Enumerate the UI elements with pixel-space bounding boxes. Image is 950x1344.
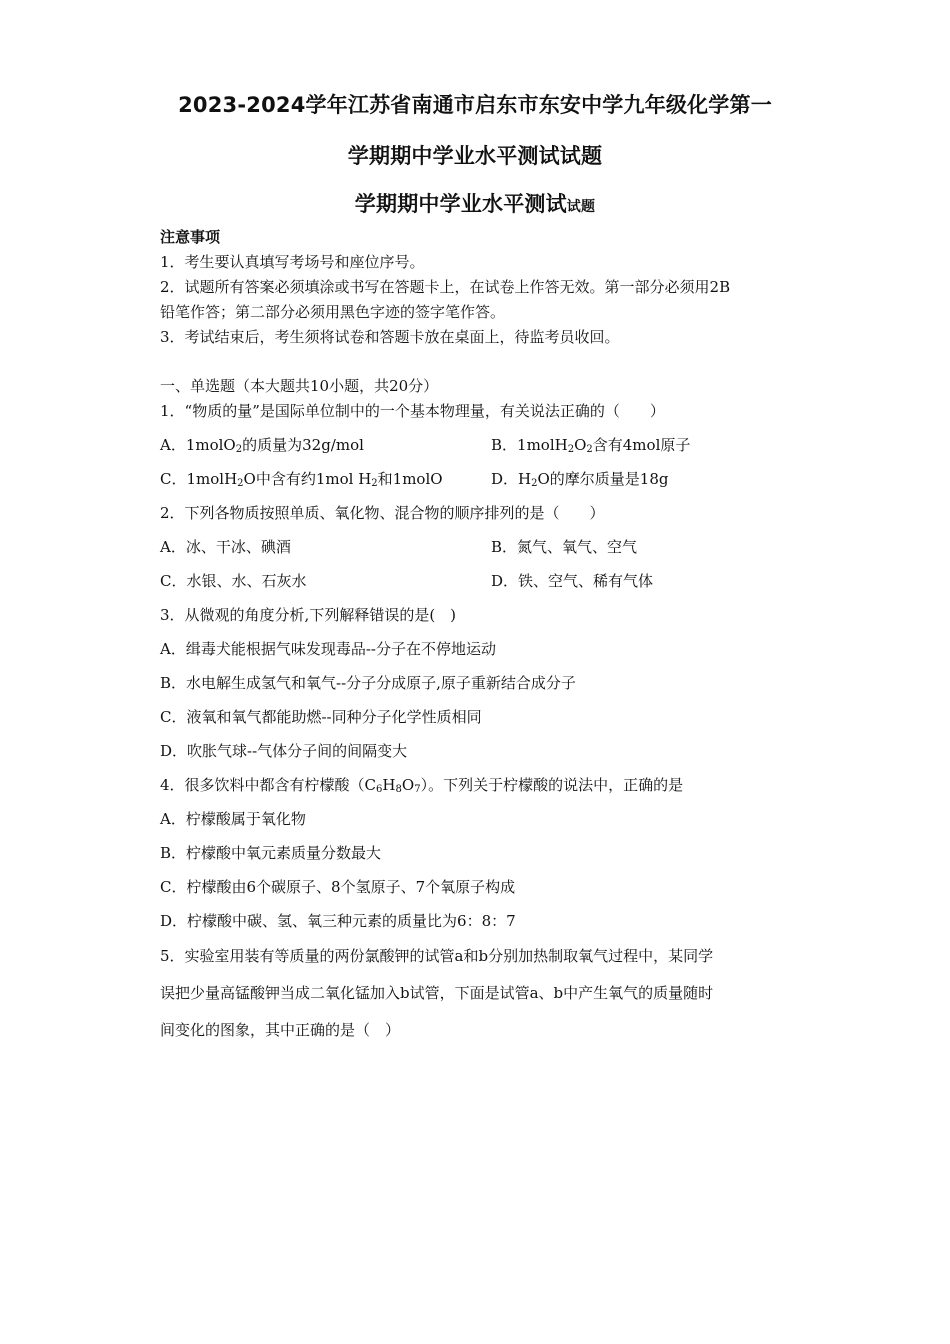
q1-option-d: D．$H_2O$的摩尔质量是18g — [491, 470, 669, 489]
q3-option-c: C．液氧和氧气都能助燃--同种分子化学性质相同 — [160, 708, 482, 726]
q3-stem: 3．从微观的角度分析,下列解释错误的是( ) — [160, 606, 457, 624]
title-line-3 — [0, 188, 950, 218]
q3-option-d: D．吹胀气球--气体分子间的间隔变大 — [160, 742, 408, 760]
title-line-1: 2023-2024学年江苏省南通市启东市东安中学九年级化学第一 — [178, 93, 772, 117]
q5-stem-line-1: 5．实验室用装有等质量的两份氯酸钾的试管a和b分别加热制取氧气过程中，某同学 — [160, 947, 714, 965]
q2-option-a: A．冰、干冰、碘酒 — [160, 538, 291, 556]
q2-option-c: C．水银、水、石灰水 — [160, 572, 307, 590]
q4-option-d: D．柠檬酸中碳、氢、氧三种元素的质量比为6：8：7 — [160, 912, 516, 930]
notice-item-1: 1．考生要认真填写考场号和座位序号。 — [160, 253, 425, 271]
q1-option-b: B．$1molH_2O_2$含有4mol原子 — [491, 436, 691, 455]
q3-option-a: A．缉毒犬能根据气味发现毒品--分子在不停地运动 — [160, 640, 496, 658]
q4-option-c: C．柠檬酸由6个碳原子、8个氢原子、7个氧原子构成 — [160, 878, 516, 896]
q1-stem: 1．“物质的量”是国际单位制中的一个基本物理量，有关说法正确的（ ） — [160, 402, 665, 420]
q5-stem-line-2: 误把少量高锰酸钾当成二氧化锰加入b试管，下面是试管a、b中产生氧气的质量随时 — [160, 984, 714, 1002]
title-line-2: 学期期中学业水平测试试题 — [347, 144, 603, 168]
q4-stem: 4．很多饮料中都含有柠檬酸$(C_6H_8O_7)$。下列关于柠檬酸的说法中，正确的是 — [160, 776, 684, 795]
section-heading: 一、单选题（本大题共10小题，共20分） — [160, 377, 439, 395]
notice-item-2: 2．试题所有答案必须填涂或书写在答题卡上，在试卷上作答无效。第一部分必须用2B — [160, 278, 731, 296]
q5-stem-line-3: 间变化的图象，其中正确的是（ ） — [160, 1021, 401, 1039]
q2-option-d: D．铁、空气、稀有气体 — [491, 572, 654, 590]
q1-option-c: C．1molH$_2$O中含有约1mol $H_2$和1molO — [160, 470, 443, 489]
q2-stem: 2．下列各物质按照单质、氧化物、混合物的顺序排列的是（ ） — [160, 504, 605, 522]
title-line-3-main: 学期期中学业水平测试 — [354, 192, 567, 216]
q4-option-a: A．柠檬酸属于氧化物 — [160, 810, 306, 828]
q1-option-a: A．1molO$_2$的质量为32g/mol — [160, 436, 364, 455]
notice-item-3: 3．考试结束后，考生须将试卷和答题卡放在桌面上，待监考员收回。 — [160, 328, 620, 346]
notice-item-2-cont: 铅笔作答；第二部分必须用黑色字迹的签字笔作答。 — [160, 303, 506, 321]
q3-option-b: B．水电解生成氢气和氧气--分子分成原子,原子重新结合成分子 — [160, 674, 576, 692]
q2-option-b: B．氮气、氧气、空气 — [491, 538, 638, 556]
notice-heading: 注意事项 — [160, 228, 221, 246]
q4-option-b: B．柠檬酸中氧元素质量分数最大 — [160, 844, 382, 862]
title-line-3-small: 试题 — [566, 199, 596, 215]
